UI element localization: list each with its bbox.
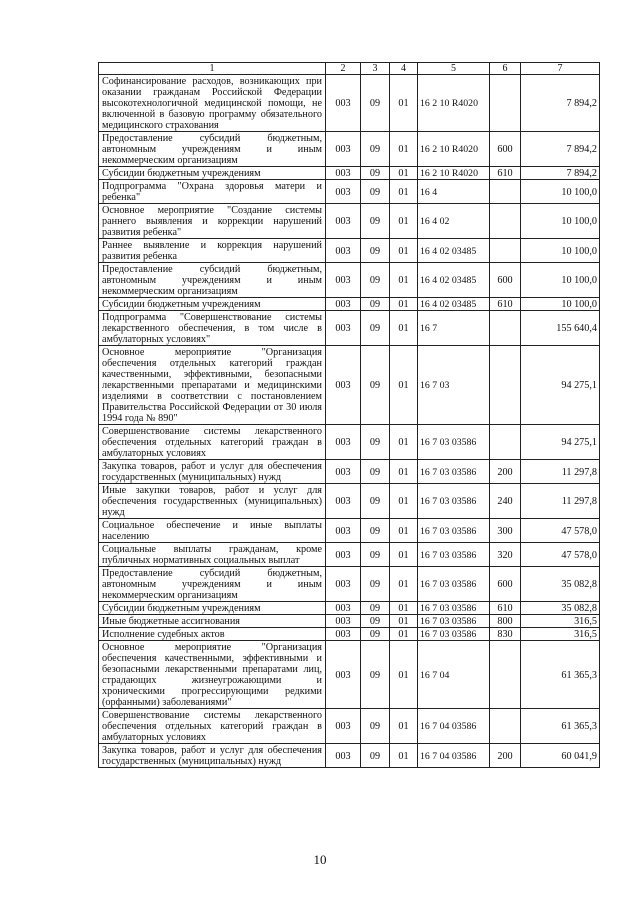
row-target-article-cell: 16 7 03 03586: [418, 628, 490, 641]
row-amount-cell: 7 894,2: [521, 75, 600, 132]
row-expense-type-cell: 830: [490, 628, 521, 641]
row-grbs-cell: 003: [326, 628, 361, 641]
header-col-3: 3: [361, 63, 390, 75]
row-subsection-cell: 01: [390, 744, 418, 768]
row-subsection-cell: 01: [390, 263, 418, 298]
row-amount-cell: 155 640,4: [521, 311, 600, 346]
row-expense-type-cell: 610: [490, 602, 521, 615]
row-expense-type-cell: [490, 204, 521, 239]
row-section-cell: 09: [361, 484, 390, 519]
row-amount-cell: 10 100,0: [521, 263, 600, 298]
row-name-cell: Закупка товаров, работ и услуг для обеспечения государственных (муниципальных) нужд: [99, 744, 326, 768]
row-subsection-cell: 01: [390, 615, 418, 628]
row-section-cell: 09: [361, 132, 390, 167]
row-amount-cell: 61 365,3: [521, 709, 600, 744]
row-expense-type-cell: 610: [490, 167, 521, 180]
row-grbs-cell: 003: [326, 615, 361, 628]
row-amount-cell: 60 041,9: [521, 744, 600, 768]
row-amount-cell: 10 100,0: [521, 180, 600, 204]
row-target-article-cell: 16 7 03 03586: [418, 543, 490, 567]
table-row: [99, 239, 600, 263]
row-name-cell: Предоставление субсидий бюджетным, автономным учреждениям и иным некоммерческим организациям: [99, 132, 326, 167]
row-section-cell: 09: [361, 180, 390, 204]
row-section-cell: 09: [361, 311, 390, 346]
table-row: [99, 298, 600, 311]
row-amount-cell: 94 275,1: [521, 346, 600, 425]
row-target-article-cell: 16 7 03: [418, 346, 490, 425]
table-row: [99, 75, 600, 132]
table-row: [99, 180, 600, 204]
row-section-cell: 09: [361, 567, 390, 602]
row-target-article-cell: 16 4 02 03485: [418, 298, 490, 311]
row-target-article-cell: 16 2 10 R4020: [418, 132, 490, 167]
row-expense-type-cell: [490, 641, 521, 709]
row-name-cell: Закупка товаров, работ и услуг для обеспечения государственных (муниципальных) нужд: [99, 460, 326, 484]
row-subsection-cell: 01: [390, 641, 418, 709]
row-expense-type-cell: [490, 180, 521, 204]
row-target-article-cell: 16 7 03 03586: [418, 602, 490, 615]
row-expense-type-cell: [490, 311, 521, 346]
row-section-cell: 09: [361, 602, 390, 615]
row-target-article-cell: 16 4: [418, 180, 490, 204]
row-grbs-cell: 003: [326, 311, 361, 346]
row-grbs-cell: 003: [326, 484, 361, 519]
row-expense-type-cell: 200: [490, 460, 521, 484]
row-name-cell: Софинансирование расходов, возникающих при оказании гражданам Российской Федерации высокотехнологичной медицинской помощи, не включенной в базовую программу обязательного медицинского страхования: [99, 75, 326, 132]
row-name-cell: Совершенствование системы лекарственного обеспечения отдельных категорий граждан в амбулаторных условиях: [99, 425, 326, 460]
row-subsection-cell: 01: [390, 132, 418, 167]
row-subsection-cell: 01: [390, 425, 418, 460]
row-subsection-cell: 01: [390, 543, 418, 567]
row-name-cell: Подпрограмма "Охрана здоровья матери и ребенка": [99, 180, 326, 204]
row-subsection-cell: 01: [390, 167, 418, 180]
row-grbs-cell: 003: [326, 543, 361, 567]
row-section-cell: 09: [361, 641, 390, 709]
row-amount-cell: 35 082,8: [521, 567, 600, 602]
row-grbs-cell: 003: [326, 263, 361, 298]
row-expense-type-cell: 200: [490, 744, 521, 768]
row-grbs-cell: 003: [326, 567, 361, 602]
row-name-cell: Основное мероприятие "Организация обеспечения качественными, эффективными и безопасными лекарственными препаратами лиц, страдающих жизнеугрожающими и хроническими прогрессирующими редкими (орфанными) заболеваниями": [99, 641, 326, 709]
page-number: 10: [313, 852, 327, 867]
row-expense-type-cell: [490, 239, 521, 263]
row-amount-cell: 7 894,2: [521, 132, 600, 167]
row-target-article-cell: 16 7 03 03586: [418, 567, 490, 602]
row-section-cell: 09: [361, 744, 390, 768]
budget-table: [98, 62, 600, 768]
row-grbs-cell: 003: [326, 519, 361, 543]
row-target-article-cell: 16 7 03 03586: [418, 460, 490, 484]
row-grbs-cell: 003: [326, 204, 361, 239]
row-target-article-cell: 16 4 02 03485: [418, 239, 490, 263]
row-amount-cell: 35 082,8: [521, 602, 600, 615]
row-subsection-cell: 01: [390, 298, 418, 311]
table-row: [99, 167, 600, 180]
row-subsection-cell: 01: [390, 311, 418, 346]
row-target-article-cell: 16 7: [418, 311, 490, 346]
row-name-cell: Раннее выявление и коррекция нарушений развития ребенка: [99, 239, 326, 263]
row-target-article-cell: 16 7 03 03586: [418, 519, 490, 543]
row-section-cell: 09: [361, 239, 390, 263]
row-name-cell: Иные бюджетные ассигнования: [99, 615, 326, 628]
row-subsection-cell: 01: [390, 602, 418, 615]
row-expense-type-cell: 300: [490, 519, 521, 543]
row-section-cell: 09: [361, 263, 390, 298]
table-row: [99, 641, 600, 709]
row-target-article-cell: 16 7 04 03586: [418, 744, 490, 768]
table-row: [99, 628, 600, 641]
row-grbs-cell: 003: [326, 425, 361, 460]
row-name-cell: Совершенствование системы лекарственного обеспечения отдельных категорий граждан в амбулаторных условиях: [99, 709, 326, 744]
row-target-article-cell: 16 7 03 03586: [418, 484, 490, 519]
row-subsection-cell: 01: [390, 75, 418, 132]
table-row: [99, 744, 600, 768]
row-amount-cell: 7 894,2: [521, 167, 600, 180]
row-name-cell: Предоставление субсидий бюджетным, автономным учреждениям и иным некоммерческим организациям: [99, 567, 326, 602]
row-target-article-cell: 16 4 02: [418, 204, 490, 239]
row-section-cell: 09: [361, 204, 390, 239]
row-subsection-cell: 01: [390, 567, 418, 602]
row-section-cell: 09: [361, 543, 390, 567]
row-name-cell: Основное мероприятие "Организация обеспечения отдельных категорий граждан качественными, эффективными, безопасными лекарственными препаратами и медицинскими изделиями в соответствии с постановлением Правительства Российской Федерации от 30 июля 1994 года № 890": [99, 346, 326, 425]
row-amount-cell: 61 365,3: [521, 641, 600, 709]
row-amount-cell: 316,5: [521, 628, 600, 641]
table-row: [99, 425, 600, 460]
row-name-cell: Социальное обеспечение и иные выплаты населению: [99, 519, 326, 543]
row-name-cell: Социальные выплаты гражданам, кроме публичных нормативных социальных выплат: [99, 543, 326, 567]
table-row: [99, 519, 600, 543]
row-amount-cell: 11 297,8: [521, 484, 600, 519]
table-row: [99, 346, 600, 425]
table-row: [99, 709, 600, 744]
table-body: [99, 75, 600, 768]
row-section-cell: 09: [361, 615, 390, 628]
row-amount-cell: 11 297,8: [521, 460, 600, 484]
row-amount-cell: 94 275,1: [521, 425, 600, 460]
row-amount-cell: 10 100,0: [521, 204, 600, 239]
row-name-cell: Основное мероприятие "Создание системы раннего выявления и коррекции нарушений развития ребенка": [99, 204, 326, 239]
table-row: [99, 311, 600, 346]
row-name-cell: Субсидии бюджетным учреждениям: [99, 298, 326, 311]
header-col-7: 7: [521, 63, 600, 75]
row-section-cell: 09: [361, 628, 390, 641]
row-section-cell: 09: [361, 519, 390, 543]
row-name-cell: Исполнение судебных актов: [99, 628, 326, 641]
row-name-cell: Предоставление субсидий бюджетным, автономным учреждениям и иным некоммерческим организациям: [99, 263, 326, 298]
header-col-5: 5: [418, 63, 490, 75]
row-subsection-cell: 01: [390, 460, 418, 484]
header-col-1: 1: [99, 63, 326, 75]
row-subsection-cell: 01: [390, 519, 418, 543]
row-target-article-cell: 16 2 10 R4020: [418, 75, 490, 132]
row-subsection-cell: 01: [390, 346, 418, 425]
row-grbs-cell: 003: [326, 602, 361, 615]
row-expense-type-cell: 600: [490, 567, 521, 602]
table-row: [99, 602, 600, 615]
row-expense-type-cell: 600: [490, 132, 521, 167]
header-col-2: 2: [326, 63, 361, 75]
table-row: [99, 132, 600, 167]
row-subsection-cell: 01: [390, 628, 418, 641]
row-expense-type-cell: [490, 75, 521, 132]
table-row: [99, 615, 600, 628]
row-amount-cell: 316,5: [521, 615, 600, 628]
row-expense-type-cell: 610: [490, 298, 521, 311]
row-grbs-cell: 003: [326, 744, 361, 768]
row-section-cell: 09: [361, 425, 390, 460]
row-subsection-cell: 01: [390, 709, 418, 744]
row-grbs-cell: 003: [326, 641, 361, 709]
row-grbs-cell: 003: [326, 75, 361, 132]
row-subsection-cell: 01: [390, 484, 418, 519]
row-name-cell: Субсидии бюджетным учреждениям: [99, 167, 326, 180]
row-subsection-cell: 01: [390, 204, 418, 239]
row-name-cell: Иные закупки товаров, работ и услуг для обеспечения государственных (муниципальных) нужд: [99, 484, 326, 519]
row-grbs-cell: 003: [326, 180, 361, 204]
row-section-cell: 09: [361, 167, 390, 180]
header-col-4: 4: [390, 63, 418, 75]
row-grbs-cell: 003: [326, 460, 361, 484]
row-amount-cell: 10 100,0: [521, 298, 600, 311]
row-expense-type-cell: 320: [490, 543, 521, 567]
table-row: [99, 460, 600, 484]
table-row: [99, 204, 600, 239]
row-amount-cell: 47 578,0: [521, 543, 600, 567]
row-expense-type-cell: [490, 346, 521, 425]
row-section-cell: 09: [361, 298, 390, 311]
row-grbs-cell: 003: [326, 239, 361, 263]
row-target-article-cell: 16 7 04 03586: [418, 709, 490, 744]
row-section-cell: 09: [361, 346, 390, 425]
row-target-article-cell: 16 7 04: [418, 641, 490, 709]
row-expense-type-cell: [490, 709, 521, 744]
row-target-article-cell: 16 7 03 03586: [418, 615, 490, 628]
row-amount-cell: 47 578,0: [521, 519, 600, 543]
row-target-article-cell: 16 4 02 03485: [418, 263, 490, 298]
header-col-6: 6: [490, 63, 521, 75]
row-grbs-cell: 003: [326, 167, 361, 180]
table-row: [99, 543, 600, 567]
row-name-cell: Подпрограмма "Совершенствование системы лекарственного обеспечения, в том числе в амбулаторных условиях": [99, 311, 326, 346]
row-grbs-cell: 003: [326, 298, 361, 311]
row-section-cell: 09: [361, 709, 390, 744]
row-subsection-cell: 01: [390, 180, 418, 204]
table-header-row: [99, 63, 600, 75]
row-target-article-cell: 16 2 10 R4020: [418, 167, 490, 180]
row-grbs-cell: 003: [326, 709, 361, 744]
row-subsection-cell: 01: [390, 239, 418, 263]
row-target-article-cell: 16 7 03 03586: [418, 425, 490, 460]
row-section-cell: 09: [361, 75, 390, 132]
row-grbs-cell: 003: [326, 132, 361, 167]
row-expense-type-cell: [490, 425, 521, 460]
row-name-cell: Субсидии бюджетным учреждениям: [99, 602, 326, 615]
table-row: [99, 263, 600, 298]
table-row: [99, 484, 600, 519]
row-expense-type-cell: 240: [490, 484, 521, 519]
row-grbs-cell: 003: [326, 346, 361, 425]
row-section-cell: 09: [361, 460, 390, 484]
row-amount-cell: 10 100,0: [521, 239, 600, 263]
row-expense-type-cell: 600: [490, 263, 521, 298]
row-expense-type-cell: 800: [490, 615, 521, 628]
table-row: [99, 567, 600, 602]
